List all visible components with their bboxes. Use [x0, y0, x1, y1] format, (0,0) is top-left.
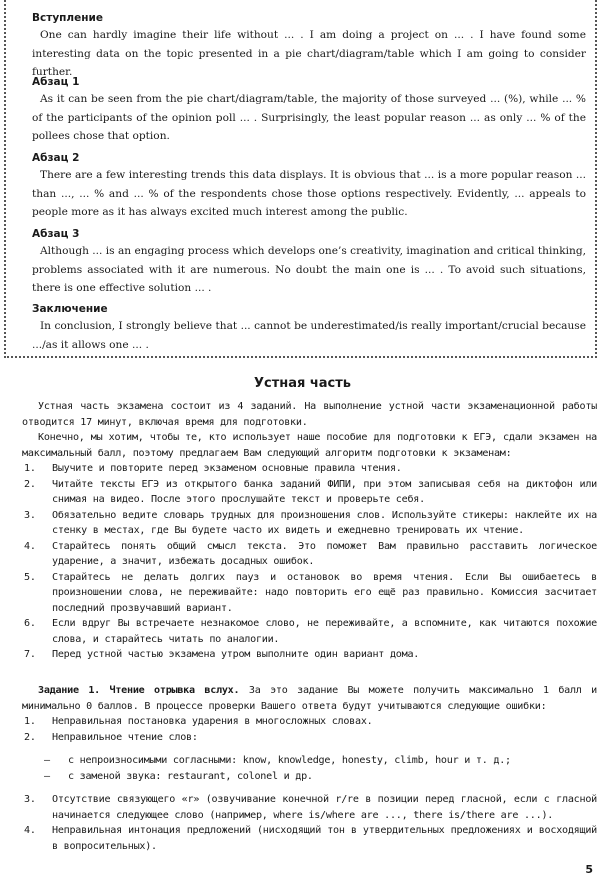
list-item-text: Обязательно ведите словарь трудных для произношения слов. Используйте стикеры: наклейте их на стенку в местах, где Вы будете часто их видеть и ежедневно тренировать их чтение.: [52, 509, 597, 536]
page-number: 5: [585, 863, 593, 876]
list-item: [22, 730, 597, 746]
list-item-text: Неправильная интонация предложений (нисходящий тон в утвердительных предложениях и восходящий в вопросительных).: [52, 825, 597, 852]
list-item: [22, 570, 597, 617]
list-item-text: Старайтесь не делать долгих пауз и остановок во время чтения. Если Вы ошибаетесь в произношении слова, не переживайте: надо повторить его ещё раз правильно. Комиссия засчитает последний прозвучавший вариант.: [52, 571, 597, 614]
list-item-number: 4.: [24, 825, 36, 836]
list-item: [22, 508, 597, 539]
conclusion-heading: Заключение: [32, 303, 108, 315]
conclusion-section: [32, 301, 586, 354]
list-item-text: Читайте тексты ЕГЭ из открытого банка заданий ФИПИ, при этом записывая себя на диктофон или снимая на видео. После этого прослушайте текст и проверьте себя.: [52, 478, 597, 505]
list-item-text: Неправильная постановка ударения в многосложных словах.: [52, 716, 373, 727]
list-item-number: 1.: [24, 716, 36, 727]
list-item-number: 2.: [24, 478, 36, 490]
paragraph3-text: Although ... is an engaging process which develops one’s creativity, imagination and critical thinking, problems associated with it are numerous. No doubt the main one is ... . To avoid such situations, there is one effective solution ... .: [32, 245, 586, 294]
list-item: [22, 823, 597, 854]
task1-paragraph: [22, 683, 597, 714]
oral-intro-1: Устная часть экзамена состоит из 4 заданий. На выполнение устной части экзаменационной работы отводится 17 минут, включая время для подготовки.: [22, 401, 597, 428]
paragraph1-section: [32, 74, 586, 146]
list-item-text: Выучите и повторите перед экзаменом основные правила чтения.: [52, 463, 402, 474]
list-item-number: 2.: [24, 731, 36, 743]
dash-marker: —: [44, 770, 50, 782]
paragraph1-text: As it can be seen from the pie chart/diagram/table, the majority of those surveyed ... (%), while ... % of the participants of the opinion poll ... . Surprisingly, the least popular reason ... as only ... % of the pollees chose that option.: [32, 93, 586, 142]
task1-text: За это задание Вы можете получить максимально 1 балл и минимально 0 баллов. В процессе проверки Вашего ответа будут учитываются следующие ошибки:: [22, 685, 598, 712]
task1-section: [22, 683, 597, 854]
list-item-text: Неправильное чтение слов:: [52, 731, 198, 743]
list-item-number: 1.: [24, 463, 36, 474]
preparation-rules-list: [22, 461, 597, 663]
task1-heading: Задание 1. Чтение отрывка вслух.: [38, 685, 240, 696]
task1-errors-list: [22, 714, 597, 745]
list-item: [22, 477, 597, 508]
list-item-text: Перед устной частью экзамена утром выполните один вариант дома.: [52, 649, 420, 660]
paragraph2-text: There are a few interesting trends this data displays. It is obvious that ... is a more popular reason ... than ..., ... % and ... % of the respondents chose those options respectively. Evidently, ... appeals to people more as it has always excited much interest among the public.: [32, 169, 586, 218]
paragraph1-heading: Абзац 1: [32, 76, 80, 88]
list-item-number: 5.: [24, 571, 36, 583]
list-item-text: Отсутствие связующего «r» (озвучивание конечной r/re в позиции перед гласной, если с гласной начинается следующее слово (например, where is/where are ..., there is/there are ...).: [52, 794, 597, 821]
task1-sub-errors-list: [22, 753, 597, 784]
paragraph2-heading: Абзац 2: [32, 152, 80, 164]
list-item-number: 7.: [24, 649, 36, 660]
paragraph2-section: [32, 150, 586, 222]
list-item: [22, 539, 597, 570]
list-item: [22, 714, 597, 730]
list-item-number: 3.: [24, 509, 36, 521]
list-item: [22, 792, 597, 823]
list-item-number: 6.: [24, 618, 36, 629]
oral-intro-2: Конечно, мы хотим, чтобы те, кто использует наше пособие для подготовки к ЕГЭ, сдали экзамен на максимальный балл, поэтому предлагаем Вам следующий алгоритм подготовки к экзаменам:: [22, 432, 597, 459]
list-item: [22, 461, 597, 477]
paragraph3-section: [32, 226, 586, 298]
intro-text: One can hardly imagine their life without ... . I am doing a project on ... . I have found some interesting data on the topic presented in a pie chart/diagram/table which I am going to consider further.: [32, 29, 586, 78]
list-item-text: Если вдруг Вы встречаете незнакомое слово, не переживайте, а вспомните, как читаются похожие слова, и старайтесь читать по аналогии.: [52, 618, 597, 645]
list-item: [22, 647, 597, 663]
list-item-number: 4.: [24, 540, 36, 552]
paragraph3-heading: Абзац 3: [32, 228, 80, 240]
list-item-text: с заменой звука: restaurant, colonel и др.: [68, 770, 313, 782]
oral-part-body: [22, 399, 597, 663]
dash-marker: —: [44, 755, 50, 766]
intro-heading: Вступление: [32, 12, 103, 24]
conclusion-text: In conclusion, I strongly believe that ... cannot be underestimated/is really important/crucial because .../as it allows one ... .: [32, 320, 586, 351]
list-item: [22, 753, 597, 769]
list-item-text: Старайтесь понять общий смысл текста. Это поможет Вам правильно расставить логическое ударение, а значит, избежать досадных ошибок.: [52, 540, 597, 567]
intro-section: [32, 10, 586, 82]
list-item-number: 3.: [24, 794, 36, 805]
task1-errors-list-continued: [22, 792, 597, 854]
list-item-text: с непроизносимыми согласными: know, knowledge, honesty, climb, hour и т. д.;: [68, 755, 511, 766]
list-item: [22, 616, 597, 647]
list-item: [22, 769, 597, 785]
oral-part-title: Устная часть: [253, 376, 352, 391]
